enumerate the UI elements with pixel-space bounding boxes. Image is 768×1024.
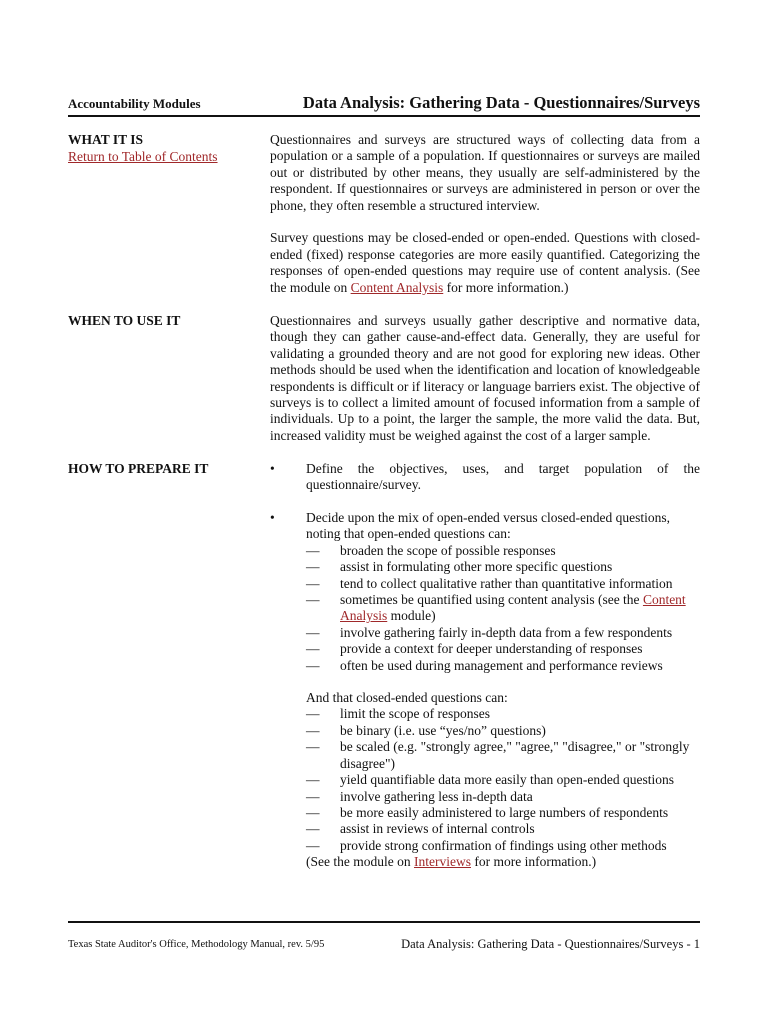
when-to-use-it-paragraph: Questionnaires and surveys usually gather descriptive and normative data, though they can gather cause-and-effect data. Generally, they are useful for validating a grounded theory and are not good for exploring new ideas. Other methods should be used when the identification and location of knowledgeable respondents is difficult or if literacy or language barriers exist. The objective of surveys is to collect a limited amount of focused information from a sample of individuals. Up to a point, the larger the sample, the more valid the data. But, increased validity must be weighed against the cost of a larger sample. [270,313,700,443]
dash-icon: — [306,559,320,575]
list-item [306,592,700,625]
footer-divider [68,921,700,923]
page-header [68,94,700,116]
list-item-text: provide a context for deeper understanding of responses [340,641,643,657]
dash-icon: — [306,821,320,837]
list-item-text: assist in formulating other more specific questions [340,559,613,575]
list-item [306,805,700,821]
list-item [306,821,700,837]
dash-icon: — [306,575,320,591]
dash-icon: — [306,837,320,853]
list-item [306,838,700,854]
list-item-text: assist in reviews of internal controls [340,821,535,837]
list-item-text: sometimes be quantified using content analysis (see the [340,592,643,608]
dash-icon: — [306,542,320,558]
list-item [306,658,700,674]
list-item-text: broaden the scope of possible responses [340,542,556,558]
list-item-text: provide strong confirmation of findings using other methods [340,837,667,853]
bullet-text: questionnaire/survey. [306,477,421,493]
header-module-name: Accountability Modules [68,96,201,111]
document-page [68,0,700,1024]
dash-icon: — [306,706,320,722]
paragraph-text: for more information.) [443,279,569,295]
dash-icon: — [306,739,320,755]
dash-icon: — [306,641,320,657]
list-item [306,789,700,805]
footer-page-label: Data Analysis: Gathering Data - Questionnaires/Surveys - 1 [401,937,700,951]
what-it-is-paragraph-1: Questionnaires and surveys are structured ways of collecting data from a population or a sample of a population. If questionnaires or surveys are mailed out or distributed by other means, they usually are self-administered by the respondent. If questionnaires or surveys are administered in person or over the phone, they often resemble a structured interview. [270,132,700,213]
list-item [306,706,700,722]
footer-source: Texas State Auditor's Office, Methodology Manual, rev. 5/95 [68,939,325,950]
bullet-intro-text: Decide upon the mix of open-ended versus closed-ended questions, noting that open-ended questions can: [306,510,671,542]
list-item [306,772,700,788]
list-item-text: be more easily administered to large numbers of respondents [340,804,669,820]
list-item [306,723,700,739]
list-item [306,559,700,575]
bullet-item-question-mix [270,510,700,871]
list-item [306,576,700,592]
list-item-text: module) [387,608,436,624]
open-ended-list [306,543,700,674]
dash-icon: — [306,592,320,608]
dash-icon: — [306,788,320,804]
dash-icon: — [306,722,320,738]
bullet-item-objectives [270,461,700,494]
how-to-prepare-it-heading: HOW TO PREPARE IT [68,461,209,476]
when-to-use-it-body [270,313,700,444]
interviews-link[interactable]: Interviews [413,854,471,870]
dash-icon: — [306,804,320,820]
closed-ended-intro: And that closed-ended questions can: [306,690,508,706]
note-text: (See the module on [306,854,414,870]
list-item [306,641,700,657]
list-item-text: tend to collect qualitative rather than quantitative information [340,575,673,591]
what-it-is-body [270,132,700,296]
list-item [306,739,700,772]
dash-icon: — [306,772,320,788]
paragraph-text: Survey questions may be closed-ended or open-ended. Questions with closed-ended (fixed) response categories are more easily quantified. Categorizing the responses of open-ended questions may require use of content analysis. (See the module on [270,230,700,295]
return-to-toc-link[interactable]: Return to Table of Contents [68,149,218,164]
what-it-is-paragraph-2 [270,230,700,296]
content-analysis-link[interactable]: Content Analysis [340,592,686,624]
list-item-text: involve gathering fairly in-depth data from a few respondents [340,624,673,640]
list-item-text: often be used during management and performance reviews [340,657,663,673]
bullet-text: Define the objectives, uses, and target population of the [306,461,700,476]
list-item-text: be binary (i.e. use “yes/no” questions) [340,722,546,738]
list-item-text: limit the scope of responses [340,706,490,722]
note-text: for more information.) [470,854,597,870]
list-item [306,543,700,559]
list-item [306,625,700,641]
list-item-text: involve gathering less in-depth data [340,788,533,804]
dash-icon: — [306,624,320,640]
closed-ended-list [306,706,700,854]
see-interviews-note [306,854,700,870]
header-divider [68,115,700,117]
header-title: Data Analysis: Gathering Data - Questionnaires/Surveys [302,93,700,112]
what-it-is-heading: WHAT IT IS [68,132,144,147]
bullet-icon: • [270,510,275,525]
list-item-text: yield quantifiable data more easily than open-ended questions [340,772,675,788]
when-to-use-it-heading: WHEN TO USE IT [68,313,181,328]
content-analysis-link[interactable]: Content Analysis [350,279,444,295]
dash-icon: — [306,657,320,673]
bullet-icon: • [270,461,275,476]
list-item-text: be scaled (e.g. "strongly agree," "agree," "disagree," or "strongly disagree") [340,739,690,771]
